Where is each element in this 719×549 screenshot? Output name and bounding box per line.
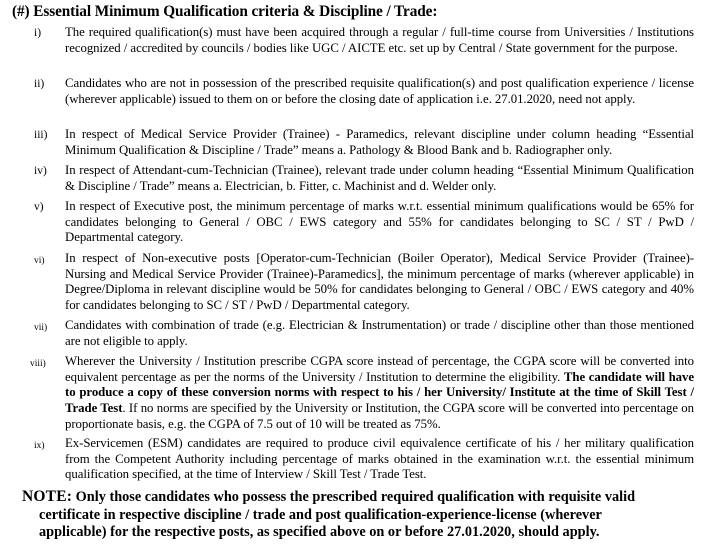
item-number: ix) [34,441,45,451]
item-number: vi) [34,256,45,266]
item-text: In respect of Medical Service Provider (Trainee) - Paramedics, relevant discipline under column heading “Essential Minimum Qualification & Discipline / Trade” means a. Pathology & Blood Bank and b. Radiographer only. [65,127,694,157]
item-text: The required qualification(s) must have been acquired through a regular / full-time course from Universities / Institutions recognized / accredited by councils / bodies like UGC / AICTE etc. set up by Central / State government for the purpose. [65,25,694,55]
item-number: viii) [30,359,46,369]
item-number: iv) [34,165,47,177]
item-text: Candidates with combination of trade (e.g. Electrician & Instrumentation) or trade / discipline other than those mentioned are not eligible to apply. [65,318,694,348]
item-number: iii) [34,129,48,141]
item-text [65,354,694,433]
section-heading: (#) Essential Minimum Qualification criteria & Discipline / Trade: [12,3,438,20]
item-number: ii) [34,78,45,90]
note-line-2: certificate in respective discipline / trade and post qualification-experience-license (wherever [39,506,602,523]
item-number: v) [34,201,44,213]
note-line-1: Only those candidates who possess the prescribed required qualification with requisite valid [75,489,636,505]
item-text: Candidates who are not in possession of the prescribed requisite qualification(s) and post qualification experience / license (wherever applicable) issued to them on or before the closing date of application i.e. 27.01.2020, need not apply. [65,76,694,106]
item-number: vii) [34,323,48,333]
item-text: In respect of Non-executive posts [Operator-cum-Technician (Boiler Operator), Medical Service Provider (Trainee)-Nursing and Medical Service Provider (Trainee)-Paramedics], the minimum percentage of marks (wherever applicable) in Degree/Diploma in relevant discipline would be 50% for candidates belonging to General / OBC / EWS category and 40% for candidates belonging to SC / ST / PwD / Departmental category. [65,251,694,313]
item-text: In respect of Attendant-cum-Technician (Trainee), relevant trade under column heading “Essential Minimum Qualification & Discipline / Trade” means a. Electrician, b. Fitter, c. Machinist and d. Welder only. [65,163,694,193]
item-text: Ex-Servicemen (ESM) candidates are required to produce civil equivalence certificate of his / her military qualification from the Competent Authority including percentage of marks obtained in the examination w.r.t. the essential minimum qualification specified, at the time of Interview / Skill Test / Trade Test. [65,436,694,482]
item-text: In respect of Executive post, the minimum percentage of marks w.r.t. essential minimum qualifications would be 65% for candidates belonging to General / OBC / EWS category and 55% for candidates belonging to SC / ST / PwD / Departmental category. [65,199,694,245]
item-text-bold: The candidate will have to produce a copy of these conversion norms with respect to his / her University/ Institute at the time of Skill Test / Trade Test [65,369,694,416]
item-text-part1: Wherever the University / Institution prescribe CGPA score instead of percentage, the CGPA score will be converted into equivalent percentage as per the norms of the University / Institution to determine the eligibility. [65,354,694,384]
note-block [22,488,702,542]
note-line-3: applicable) for the respective posts, as specified above on or before 27.01.2020, should apply. [39,524,600,541]
item-number: i) [34,27,42,39]
note-label: NOTE: [22,488,73,505]
item-text-part2: . If no norms are specified by the University or Institution, the CGPA score will be converted into percentage on proportionate basis, e.g. the CGPA of 7.5 out of 10 will be treated as 75%. [65,401,695,431]
